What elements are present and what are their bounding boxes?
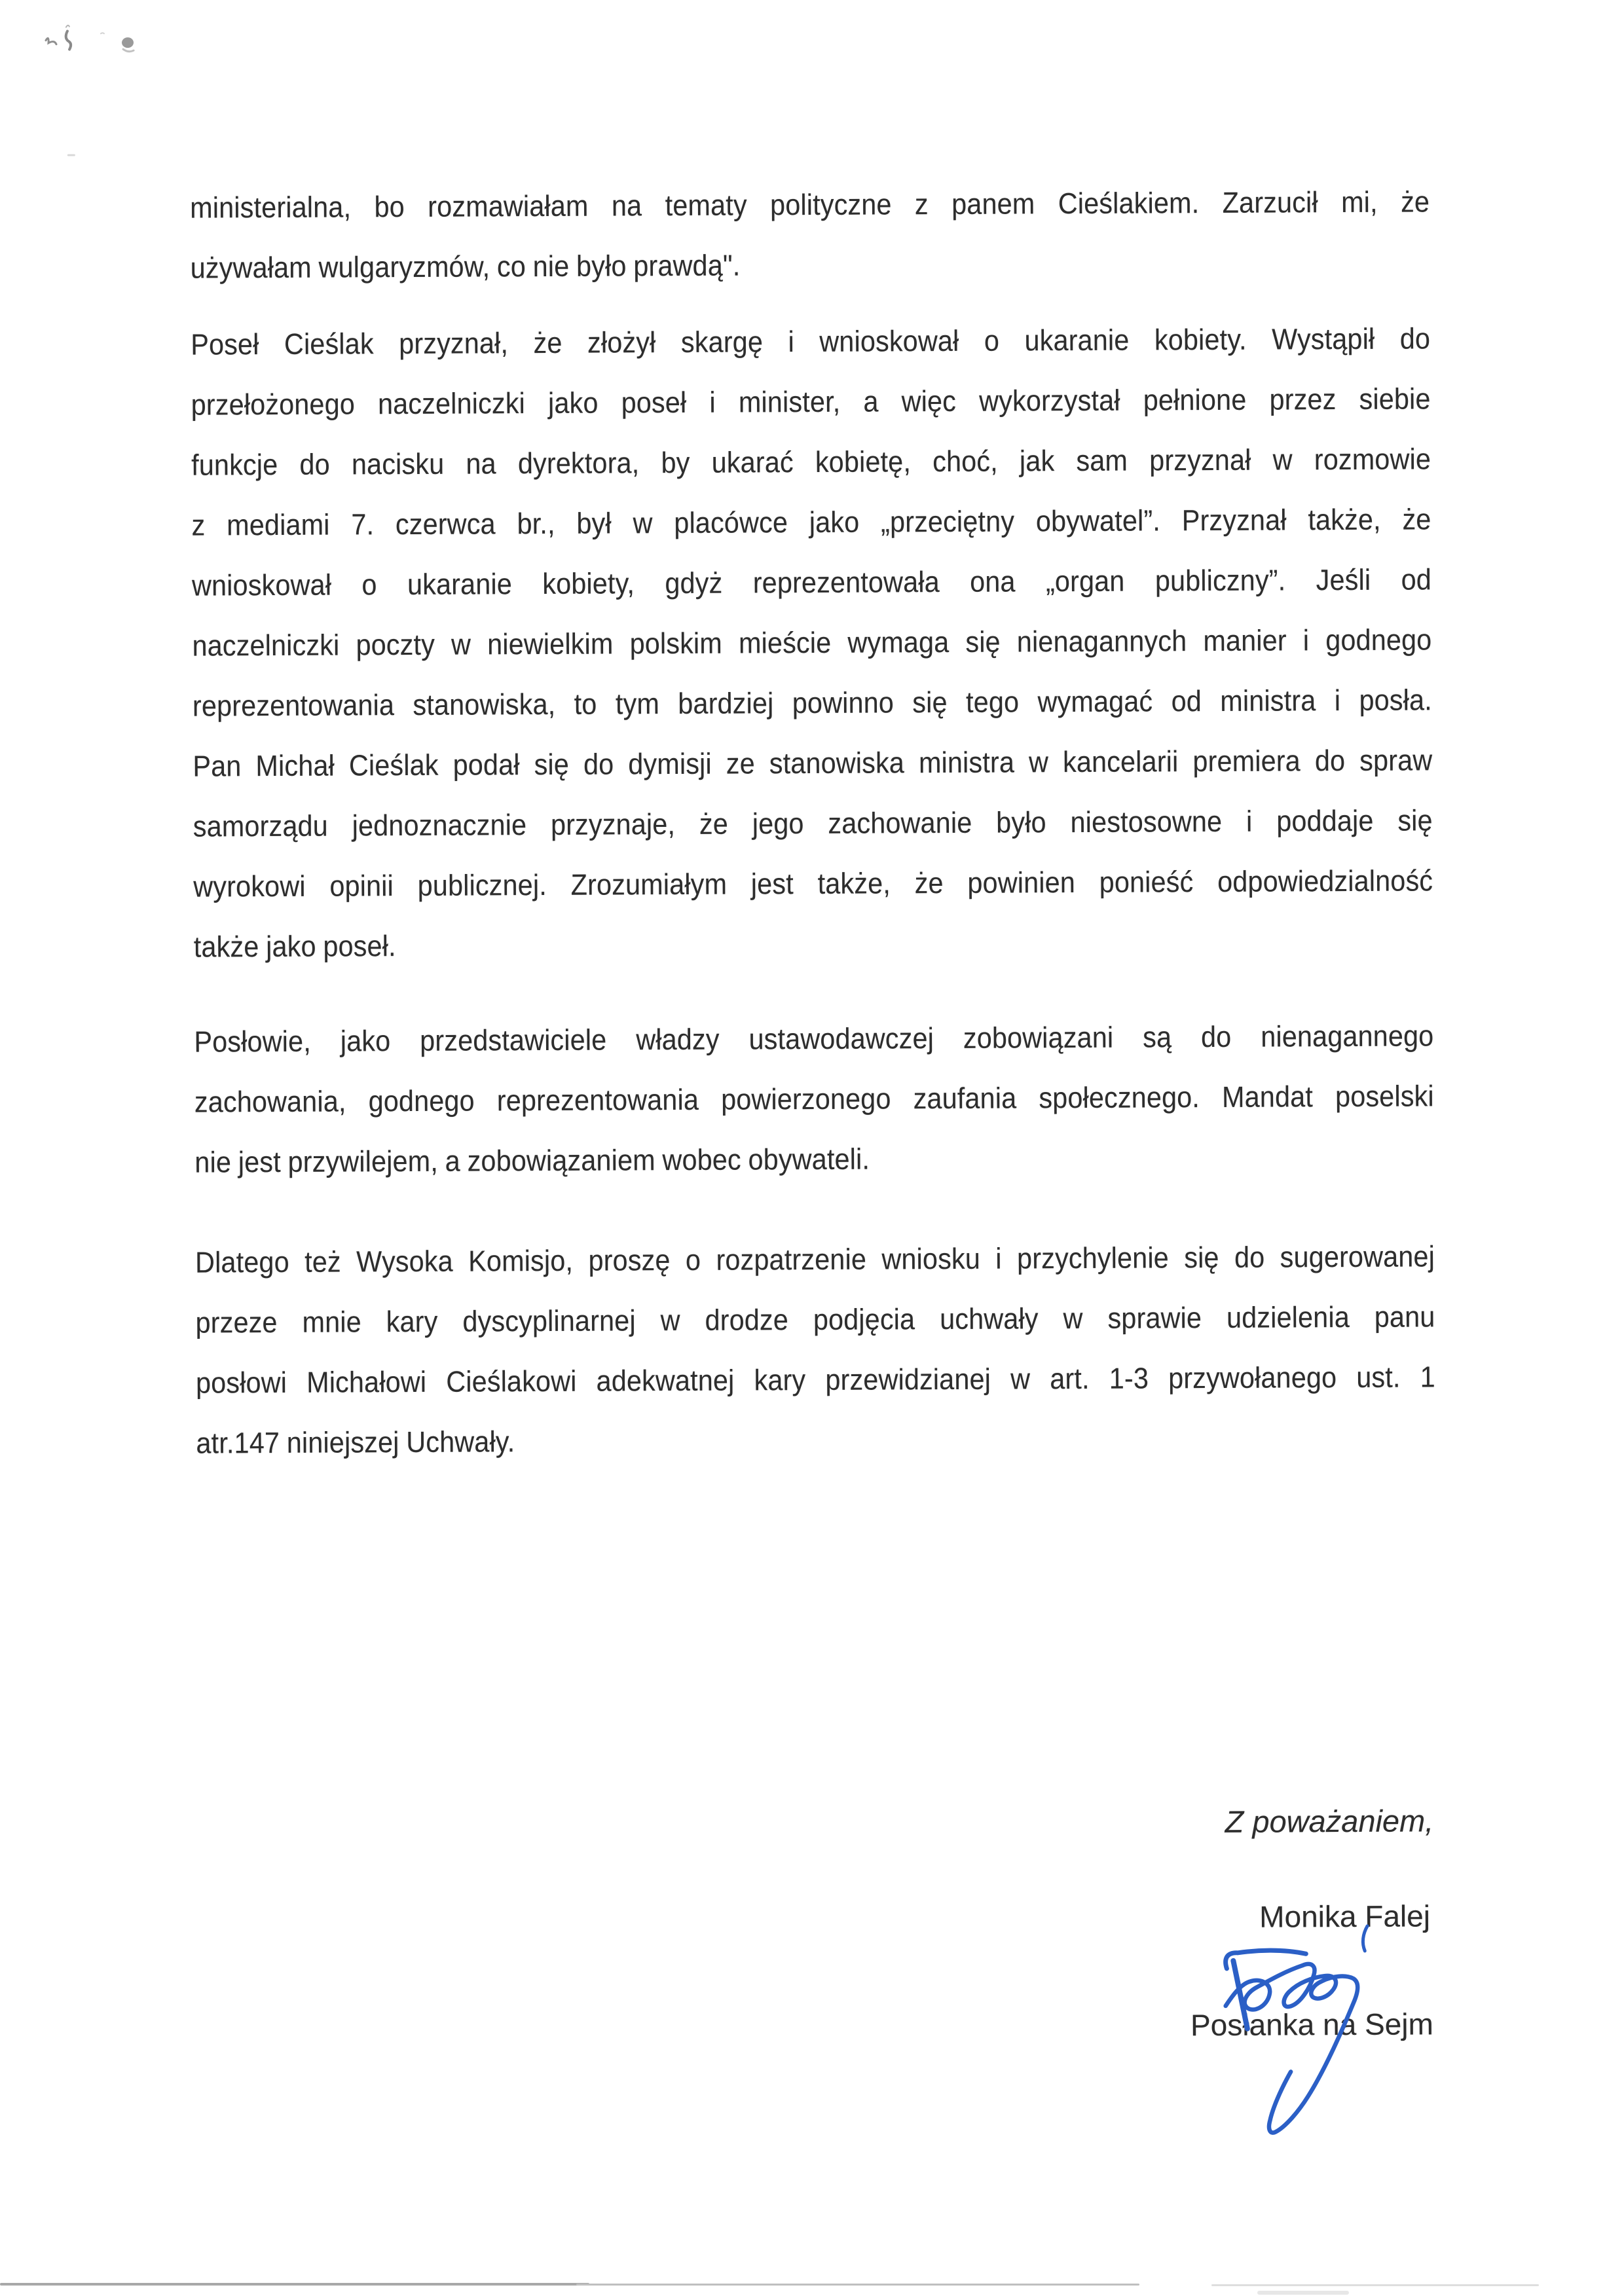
text-line: funkcje do nacisku na dyrektora, by ukarać kobietę, choć, jak sam przyznał w rozmowie: [191, 442, 1431, 482]
scanner-edge-line: [1211, 2284, 1539, 2286]
text-line: Dlatego też Wysoka Komisjo, proszę o rozpatrzenie wniosku i przychylenie się do sugerowanej: [194, 1239, 1435, 1279]
text-line: Poseł Cieślak przyznał, że złożył skargę i wnioskował o ukaranie kobiety. Wystąpił do: [191, 321, 1431, 361]
scan-smudge-top-left: [0, 3, 192, 200]
scan-smudge-bottom: [1257, 2291, 1349, 2295]
text-line: atr.147 niniejszej Uchwały.: [196, 1425, 515, 1460]
handwritten-signature: [1209, 1916, 1374, 2139]
text-line: reprezentowania stanowiska, to tym bardziej powinno się tego wymagać od ministra i posła.: [192, 683, 1432, 723]
text-line: przeze mnie kary dyscyplinarnej w drodze podjęcia uchwały w sprawie udzielenia panu: [195, 1300, 1435, 1339]
text-line: nie jest przywilejem, a zobowiązaniem wobec obywateli.: [194, 1142, 870, 1179]
text-line: używałam wulgaryzmów, co nie było prawdą".: [190, 248, 741, 285]
signer-name: Monika Falej: [1259, 1899, 1431, 1934]
text-line: Pan Michał Cieślak podał się do dymisji ze stanowiska ministra w kancelarii premiera do spraw: [193, 743, 1433, 783]
text-line: przełożonego naczelniczki jako poseł i minister, a więc wykorzystał pełnione przez siebie: [191, 382, 1431, 422]
text-line: wnioskował o ukaranie kobiety, gdyż reprezentowała ona „organ publiczny”. Jeśli od: [191, 562, 1432, 602]
scanner-edge-line: [576, 2284, 1139, 2286]
body-paragraph: [195, 1226, 1436, 1473]
text-line: z mediami 7. czerwca br., był w placówce jako „przeciętny obywatel”. Przyznał także, że: [191, 502, 1431, 542]
scanner-edge-line: [0, 2283, 589, 2286]
text-line: Posłowie, jako przedstawiciele władzy ustawodawczej zobowiązani są do nienagannego: [194, 1019, 1434, 1059]
text-line: także jako poseł.: [193, 929, 396, 964]
body-paragraph: [191, 308, 1433, 977]
signer-title: Posłanka na Sejm: [1190, 2007, 1433, 2043]
text-line: samorządu jednoznacznie przyznaje, że jego zachowanie było niestosowne i poddaje się: [193, 803, 1433, 843]
text-line: zachowania, godnego reprezentowania powierzonego zaufania społecznego. Mandat poselski: [194, 1079, 1434, 1119]
text-line: posłowi Michałowi Cieślakowi adekwatnej kary przewidzianej w art. 1-3 przywołanego ust. 1: [195, 1360, 1436, 1400]
body-paragraph: [190, 172, 1430, 298]
text-line: naczelniczki poczty w niewielkim polskim mieście wymaga się nienagannych manier i godnego: [192, 623, 1432, 663]
text-line: wyrokowi opinii publicznej. Zrozumiałym jest także, że powinien ponieść odpowiedzialność: [193, 864, 1433, 903]
scan-speck: [67, 154, 75, 156]
valediction: Z poważaniem,: [1225, 1803, 1434, 1839]
body-paragraph: [194, 1006, 1434, 1192]
text-line: ministerialna, bo rozmawiałam na tematy polityczne z panem Cieślakiem. Zarzucił mi, że: [190, 185, 1430, 225]
